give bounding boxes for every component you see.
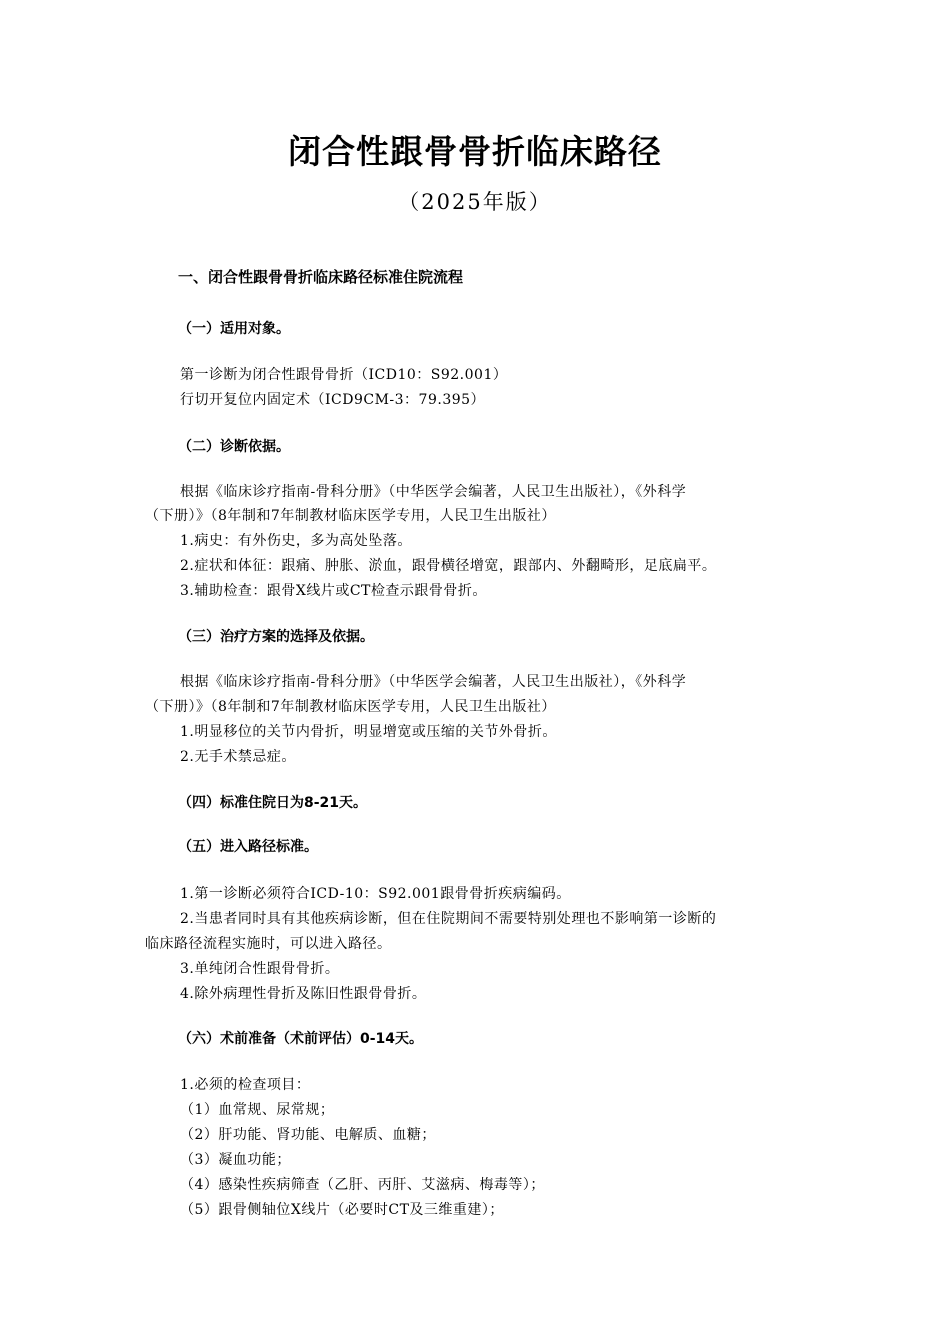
subsection-heading: （一）适用对象。 xyxy=(178,321,290,337)
paragraph-line: 临床路径流程实施时，可以进入路径。 xyxy=(145,936,392,952)
document-title: 闭合性跟骨骨折临床路径 xyxy=(288,132,662,171)
paragraph-line: （5）跟骨侧轴位X线片（必要时CT及三维重建）； xyxy=(180,1202,504,1218)
subsection-heading: （五）进入路径标准。 xyxy=(178,839,318,855)
subsection-heading: （四）标准住院日为8-21天。 xyxy=(178,795,368,811)
subsection-heading: （三）治疗方案的选择及依据。 xyxy=(178,629,374,645)
paragraph-line: （2）肝功能、肾功能、电解质、血糖； xyxy=(180,1127,436,1143)
paragraph-line: 4.除外病理性骨折及陈旧性跟骨骨折。 xyxy=(180,986,427,1002)
paragraph-line: 3.辅助检查：跟骨X线片或CT检查示跟骨骨折。 xyxy=(180,583,487,599)
paragraph-line: 第一诊断为闭合性跟骨骨折（ICD10：S92.001） xyxy=(180,367,508,383)
paragraph-line: （1）血常规、尿常规； xyxy=(180,1102,335,1118)
paragraph-line: 2.无手术禁忌症。 xyxy=(180,749,296,765)
document-subtitle: （2025年版） xyxy=(398,190,552,214)
paragraph-line: 根据《临床诊疗指南-骨科分册》（中华医学会编著，人民卫生出版社），《外科学 xyxy=(180,484,687,500)
paragraph-line: 1.明显移位的关节内骨折，明显增宽或压缩的关节外骨折。 xyxy=(180,724,557,740)
section-heading: 一、闭合性跟骨骨折临床路径标准住院流程 xyxy=(178,268,464,286)
paragraph-line: 2.当患者同时具有其他疾病诊断，但在住院期间不需要特别处理也不影响第一诊断的 xyxy=(180,911,717,927)
paragraph-line: 2.症状和体征：跟痛、肿胀、淤血，跟骨横径增宽，跟部内、外翻畸形，足底扁平。 xyxy=(180,558,717,574)
paragraph-line: 1.病史：有外伤史，多为高处坠落。 xyxy=(180,533,412,549)
paragraph-line: 行切开复位内固定术（ICD9CM-3：79.395） xyxy=(180,392,486,408)
paragraph-line: （4）感染性疾病筛查（乙肝、丙肝、艾滋病、梅毒等）； xyxy=(180,1177,545,1193)
paragraph-line: 3.单纯闭合性跟骨骨折。 xyxy=(180,961,340,977)
subsection-heading: （六）术前准备（术前评估）0-14天。 xyxy=(178,1031,424,1047)
paragraph-line: 根据《临床诊疗指南-骨科分册》（中华医学会编著，人民卫生出版社），《外科学 xyxy=(180,674,687,690)
paragraph-line: 1.第一诊断必须符合ICD-10：S92.001跟骨骨折疾病编码。 xyxy=(180,886,571,902)
paragraph-line: （下册）》（8年制和7年制教材临床医学专用，人民卫生出版社） xyxy=(145,699,556,715)
paragraph-line: 1.必须的检查项目： xyxy=(180,1077,311,1093)
paragraph-line: （下册）》（8年制和7年制教材临床医学专用，人民卫生出版社） xyxy=(145,508,556,524)
paragraph-line: （3）凝血功能； xyxy=(180,1152,291,1168)
subsection-heading: （二）诊断依据。 xyxy=(178,439,290,455)
